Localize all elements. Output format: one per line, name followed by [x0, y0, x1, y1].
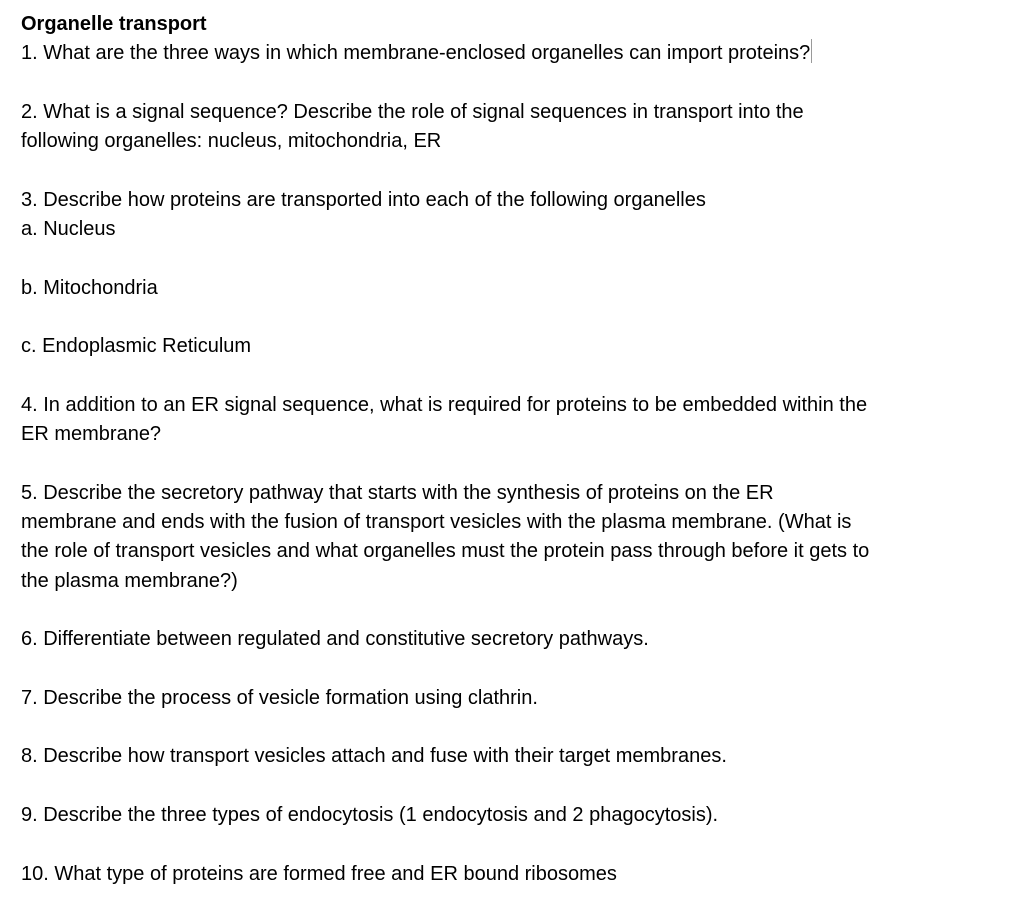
question-3-part-c: c. Endoplasmic Reticulum	[21, 335, 252, 358]
question-7: 7. Describe the process of vesicle formation using clathrin.	[21, 686, 538, 709]
question-2-line-1: 2. What is a signal sequence? Describe the role of signal sequences in transport into the	[21, 100, 804, 123]
question-1-text: 1. What are the three ways in which membrane-enclosed organelles can import proteins?	[21, 42, 811, 65]
question-10: 10. What type of proteins are formed free and ER bound ribosomes	[21, 862, 617, 885]
document-body[interactable]	[21, 10, 991, 889]
blank-line	[21, 156, 991, 185]
blank-line	[21, 596, 991, 625]
blank-line	[21, 244, 991, 273]
blank-line	[21, 449, 991, 478]
question-5-line-1: 5. Describe the secretory pathway that starts with the synthesis of proteins on the ER	[21, 481, 774, 504]
question-5-line-2: membrane and ends with the fusion of transport vesicles with the plasma membrane. (What is	[21, 511, 852, 534]
question-5-line-3: the role of transport vesicles and what organelles must the protein pass through before it gets to	[21, 540, 870, 563]
question-3: 3. Describe how proteins are transported into each of the following organelles	[21, 188, 706, 211]
blank-line	[21, 69, 991, 98]
question-3-part-b: b. Mitochondria	[21, 276, 158, 299]
blank-line	[21, 772, 991, 801]
blank-line	[21, 830, 991, 859]
blank-line	[21, 303, 991, 332]
question-1	[21, 39, 991, 68]
question-3-part-a: a. Nucleus	[21, 218, 116, 241]
question-2-line-2: following organelles: nucleus, mitochondria, ER	[21, 130, 442, 153]
question-9: 9. Describe the three types of endocytosis (1 endocytosis and 2 phagocytosis).	[21, 804, 719, 827]
document-title: Organelle transport	[21, 13, 207, 35]
text-cursor	[811, 39, 812, 63]
blank-line	[21, 655, 991, 684]
blank-line	[21, 362, 991, 391]
blank-line	[21, 713, 991, 742]
question-6: 6. Differentiate between regulated and constitutive secretory pathways.	[21, 628, 649, 651]
question-4-line-2: ER membrane?	[21, 423, 162, 446]
question-5-line-4: the plasma membrane?)	[21, 569, 238, 592]
question-4-line-1: 4. In addition to an ER signal sequence, what is required for proteins to be embedded within the	[21, 393, 868, 416]
question-8: 8. Describe how transport vesicles attach and fuse with their target membranes.	[21, 745, 727, 768]
